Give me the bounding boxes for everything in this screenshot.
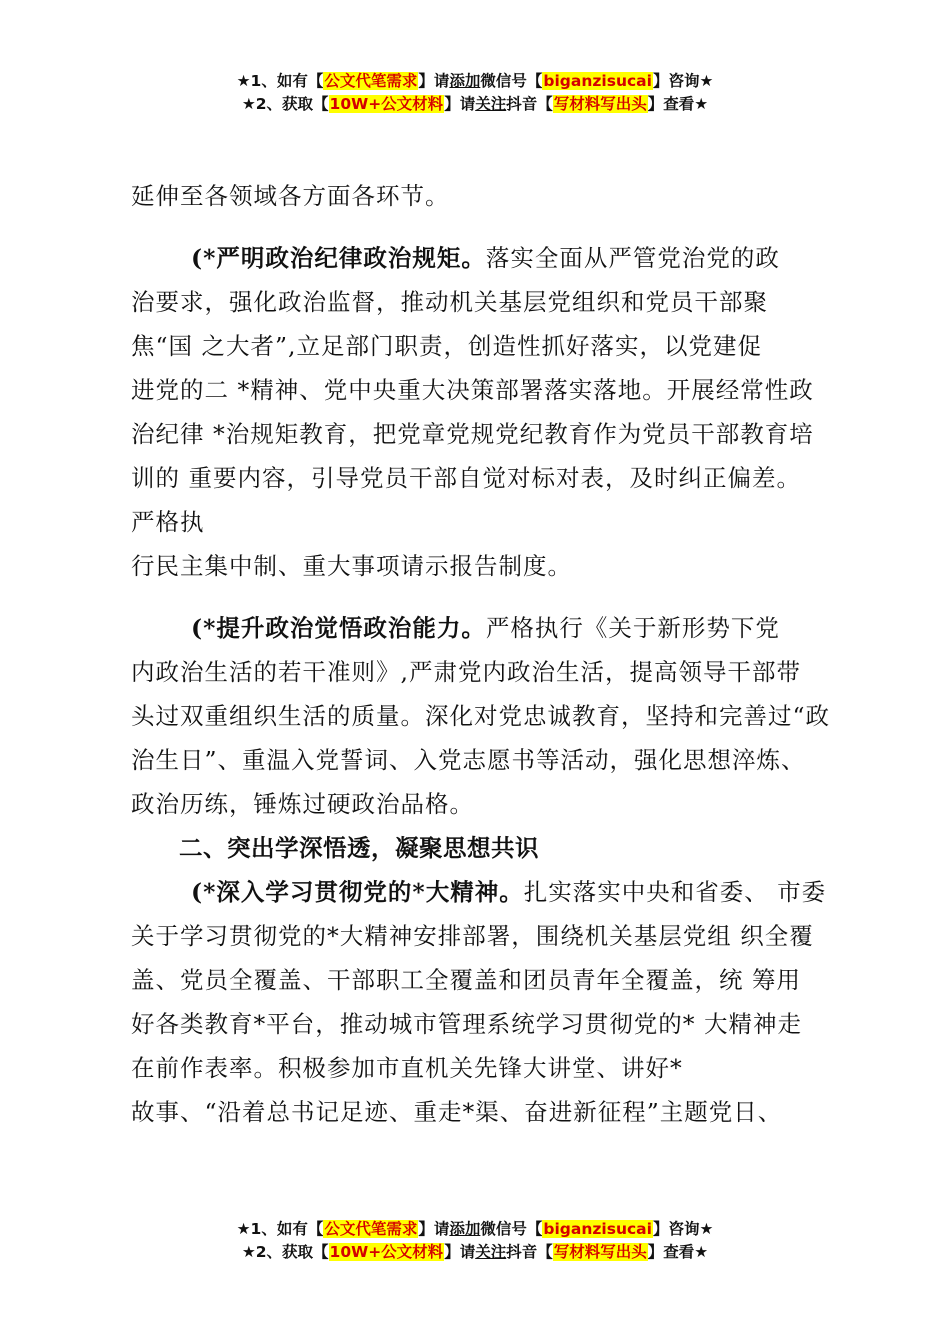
text-line: 头过双重组织生活的质量。深化对党忠诚教育，坚持和完善过“政 bbox=[131, 702, 831, 730]
banner-text: 】咨询★ bbox=[652, 72, 714, 90]
banner-wechat-id: biganzisucai bbox=[543, 1220, 652, 1238]
banner-text: 抖音【 bbox=[506, 95, 553, 113]
section-heading: 二、突出学深悟透，凝聚思想共识 bbox=[179, 834, 539, 862]
text-line: 训的 重要内容，引导党员干部自觉对标对表，及时纠正偏差。 bbox=[131, 464, 801, 492]
text-line: 进党的二 *精神、党中央重大决策部署落实落地。开展经常性政 bbox=[131, 376, 814, 404]
banner-underlined: 添加 bbox=[449, 72, 481, 90]
text-line: 盖、党员全覆盖、干部职工全覆盖和团员青年全覆盖，统 筹用 bbox=[131, 966, 801, 994]
text-line: 延伸至各领域各方面各环节。 bbox=[131, 182, 450, 210]
banner-highlight: 10W+公文材料 bbox=[329, 95, 444, 113]
banner-text: 】请 bbox=[444, 1243, 476, 1261]
text-span: 严格执行《关于新形势下党 bbox=[485, 614, 780, 642]
banner-text: 抖音【 bbox=[506, 1243, 553, 1261]
text-span: 扎实落实中央和省委、 市委 bbox=[523, 878, 827, 906]
text-line: 好各类教育*平台，推动城市管理系统学习贯彻党的* 大精神走 bbox=[131, 1010, 802, 1038]
banner-text: ★1、如有【 bbox=[236, 1220, 324, 1238]
text-line: 在前作表率。积极参加市直机关先锋大讲堂、讲好* bbox=[131, 1054, 683, 1082]
banner-underlined: 关注 bbox=[475, 1243, 507, 1261]
banner-text: ★1、如有【 bbox=[236, 72, 324, 90]
banner-text: 】咨询★ bbox=[652, 1220, 714, 1238]
banner-text: 微信号【 bbox=[480, 72, 543, 90]
banner-text: 】请 bbox=[418, 72, 450, 90]
header-banner bbox=[0, 70, 950, 116]
text-line: 故事、“沿着总书记足迹、重走*渠、奋进新征程”主题党日、 bbox=[131, 1098, 783, 1126]
banner-highlight: 写材料写出头 bbox=[553, 95, 647, 113]
text-line: 关于学习贯彻党的*大精神安排部署，围绕机关基层党组 织全覆 bbox=[131, 922, 814, 950]
banner-line-1 bbox=[0, 1218, 950, 1241]
text-line: 行民主集中制、重大事项请示报告制度。 bbox=[131, 552, 572, 580]
text-span: 落实全面从严管党治党的政 bbox=[485, 244, 780, 272]
text-line: 治生日”、重温入党誓词、入党志愿书等活动，强化思想淬炼、 bbox=[131, 746, 806, 774]
banner-text: 微信号【 bbox=[480, 1220, 543, 1238]
paragraph-heading: (*提升政治觉悟政治能力。 bbox=[191, 614, 486, 642]
text-line: 政治历练，锤炼过硬政治品格。 bbox=[131, 790, 474, 818]
banner-underlined: 关注 bbox=[475, 95, 507, 113]
paragraph-heading: (*严明政治纪律政治规矩。 bbox=[191, 244, 486, 272]
banner-highlight: 10W+公文材料 bbox=[329, 1243, 444, 1261]
banner-highlight: 公文代笔需求 bbox=[324, 1220, 418, 1238]
text-line: 内政治生活的若干准则》,严肃党内政治生活，提高领导干部带 bbox=[131, 658, 801, 686]
banner-underlined: 添加 bbox=[449, 1220, 481, 1238]
footer-banner bbox=[0, 1218, 950, 1264]
document-body bbox=[131, 174, 851, 1134]
banner-text: 】请 bbox=[444, 95, 476, 113]
banner-highlight: 写材料写出头 bbox=[553, 1243, 647, 1261]
banner-text: 】请 bbox=[418, 1220, 450, 1238]
banner-line-2 bbox=[0, 1241, 950, 1264]
paragraph-start bbox=[131, 236, 851, 280]
text-line: 治要求，强化政治监督，推动机关基层党组织和党员干部聚 bbox=[131, 288, 768, 316]
banner-line-1 bbox=[0, 70, 950, 93]
banner-highlight: 公文代笔需求 bbox=[324, 72, 418, 90]
paragraph-start bbox=[131, 606, 851, 650]
text-line: 焦“国 之大者”,立足部门职责，创造性抓好落实，以党建促 bbox=[131, 332, 762, 360]
paragraph-start bbox=[131, 870, 851, 914]
banner-text: 】查看★ bbox=[647, 1243, 709, 1261]
banner-wechat-id: biganzisucai bbox=[543, 72, 652, 90]
banner-text: ★2、获取【 bbox=[241, 1243, 329, 1261]
banner-text: 】查看★ bbox=[647, 95, 709, 113]
paragraph-heading: (*深入学习贯彻党的*大精神。 bbox=[191, 878, 524, 906]
banner-line-2 bbox=[0, 93, 950, 116]
text-line: 治纪律 *治规矩教育，把党章党规党纪教育作为党员干部教育培 bbox=[131, 420, 814, 448]
banner-text: ★2、获取【 bbox=[241, 95, 329, 113]
text-line: 严格执 bbox=[131, 508, 205, 536]
